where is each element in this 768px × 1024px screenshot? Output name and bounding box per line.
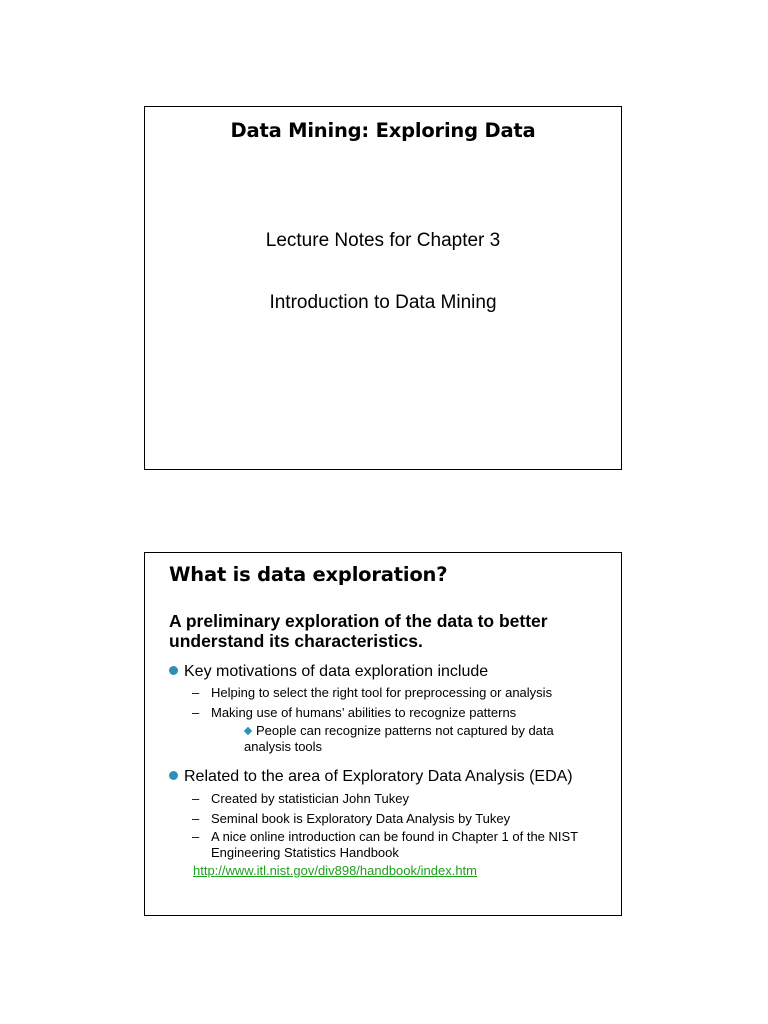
bullet-text: Related to the area of Exploratory Data Analysis (EDA) — [184, 768, 573, 785]
lecture-notes-line: Lecture Notes for Chapter 3 — [265, 230, 501, 251]
bullet-dot-icon — [169, 666, 178, 675]
slide-1-title: Data Mining: Exploring Data — [230, 119, 536, 142]
dash-marker: – — [192, 791, 200, 806]
dash-marker: – — [192, 685, 200, 700]
list-item-text: Created by statistician John Tukey — [211, 791, 409, 806]
diamond-bullet-icon — [244, 727, 252, 735]
list-item — [192, 811, 602, 827]
list-item — [192, 705, 602, 721]
list-item — [192, 685, 602, 701]
list-item-text: Making use of humans’ abilities to recognize patterns — [211, 705, 517, 720]
list-item — [192, 829, 602, 860]
dash-marker: – — [192, 829, 200, 844]
nist-handbook-link[interactable]: http://www.itl.nist.gov/div898/handbook/index.htm — [193, 863, 477, 878]
slide-2 — [144, 552, 622, 916]
bullet-text: Key motivations of data exploration include — [184, 663, 489, 680]
bullet-related-eda — [169, 768, 573, 786]
sub-list-item-text: People can recognize patterns not captured by data analysis tools — [244, 723, 554, 754]
list-item-text: Helping to select the right tool for preprocessing or analysis — [211, 685, 553, 700]
bullet-dot-icon — [169, 771, 178, 780]
dash-marker: – — [192, 705, 200, 720]
list-item-text: Seminal book is Exploratory Data Analysis by Tukey — [211, 811, 511, 826]
list-item — [192, 791, 602, 807]
list-item-text: A nice online introduction can be found in Chapter 1 of the NIST Engineering Statistics Handbook — [211, 829, 578, 860]
sub-list-item — [244, 723, 594, 754]
bullet-key-motivations — [169, 663, 488, 681]
slide-2-title: What is data exploration? — [169, 563, 448, 586]
dash-marker: – — [192, 811, 200, 826]
slide-1 — [144, 106, 622, 470]
slide-2-subtitle: A preliminary exploration of the data to better understand its characteristics. — [169, 611, 548, 651]
book-title-line: Introduction to Data Mining — [269, 292, 497, 313]
